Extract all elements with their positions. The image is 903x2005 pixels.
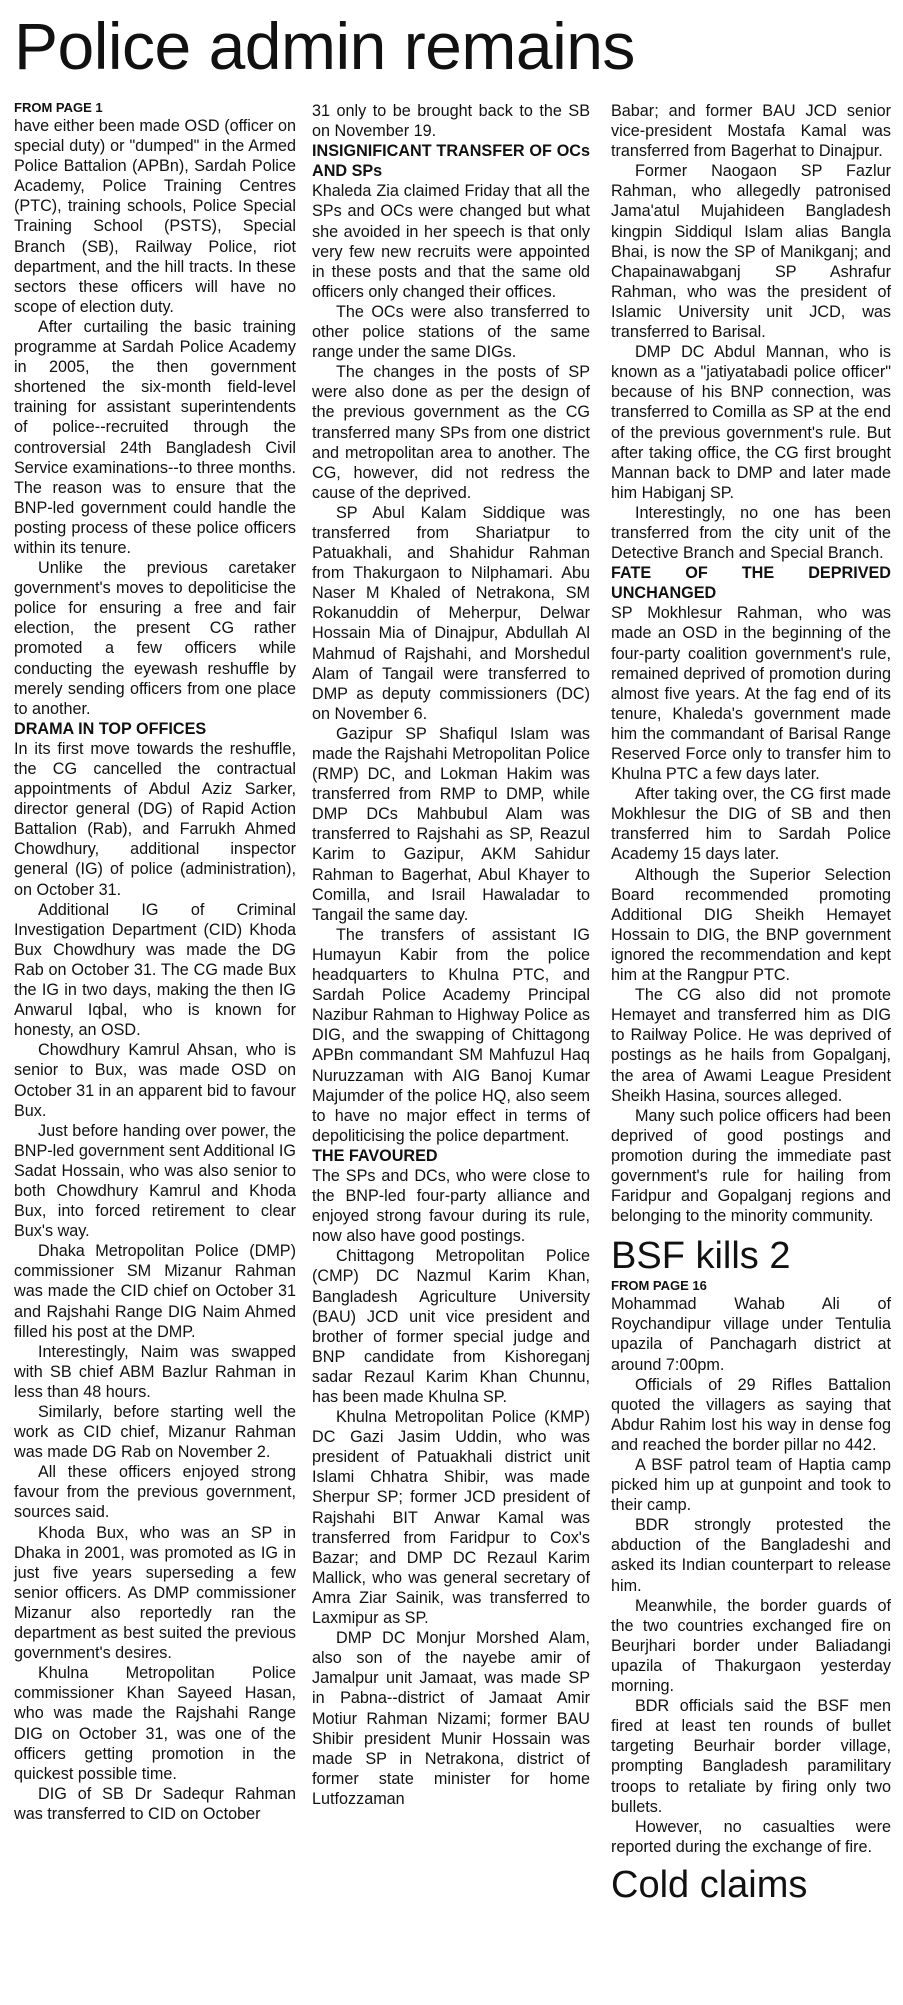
paragraph: Gazipur SP Shafiqul Islam was made the Rajshahi Metropolitan Police (RMP) DC, and Lokman Hakim was transferred from RMP to DMP, while DMP DCs Mahbubul Alam was transferred to Rajshahi as SP, Reazul Karim to Gazipur, AKM Sahidur Rahman to Bagerhat, Abul Khayer to Comilla, and Israil Hawaladar to Tangail the same day.	[312, 724, 590, 924]
paragraph: The CG also did not promote Hemayet and transferred him as DIG to Railway Police. He was deprived of postings as he hails from Gopalganj, the area of Awami League President Sheikh Hasina, sources alleged.	[611, 986, 891, 1105]
paragraph: DMP DC Abdul Mannan, who is known as a "jatiyatabadi police officer" because of his BNP connection, was transferred to Comilla as SP at the end of the previous government's rule. But after taking office, the CG first brought Mannan back to DMP and later made him Habiganj SP.	[611, 343, 891, 502]
paragraph: Just before handing over power, the BNP-led government sent Additional IG Sadat Hossain, who was also senior to both Chowdhury Kamrul and Khoda Bux, into forced retirement to clear Bux's way.	[14, 1121, 296, 1241]
paragraph: have either been made OSD (officer on special duty) or "dumped" in the Armed Police Battalion (APBn), Sardah Police Academy, Police Training Centres (PTC), training schools, Police Special Training School (PSTS), Special Branch (SB), Railway Police, riot department, and the hill tracts. In these sectors these officers will have no scope of election duty.	[14, 117, 296, 316]
paragraph: After curtailing the basic training programme at Sardah Police Academy in 2005, the then government shortened the six-month field-level training for assistant superintendents of police--recruited through the controversial 24th Bangladesh Civil Service examinations--to three months. The reason was to ensure that the BNP-led government could handle the posting process of these police officers within its tenure.	[14, 317, 296, 557]
paragraph: Many such police officers had been deprived of good postings and promotion during the immediate past government's rule for hailing from Faridpur and Gopalganj regions and belonging to the minority community.	[611, 1106, 891, 1226]
paragraph: 31 only to be brought back to the SB on November 19.	[312, 102, 590, 141]
paragraph: Chowdhury Kamrul Ahsan, who is senior to Bux, was made OSD on October 31 in an apparent bid to favour Bux.	[14, 1041, 296, 1120]
paragraph: Chittagong Metropolitan Police (CMP) DC Nazmul Karim Khan, Bangladesh Agriculture University (BAU) JCD unit vice president and brother of former special judge and BNP candidate from Kishoreganj sadar Rezaul Karim Khan Chunnu, has been made Khulna SP.	[312, 1247, 590, 1406]
paragraph: SP Mokhlesur Rahman, who was made an OSD in the beginning of the four-party coalition government's rule, remained deprived of promotion during almost five years. At the fag end of its tenure, Khaleda's government made him the commandant of Barisal Range Reserved Force only to transfer him to Khulna PTC a few days later.	[611, 604, 891, 784]
paragraph: Dhaka Metropolitan Police (DMP) commissioner SM Mizanur Rahman was made the CID chief on October 31 and Rajshahi Range DIG Naim Ahmed filled his post at the DMP.	[14, 1242, 296, 1341]
article-column-2	[312, 101, 590, 1809]
main-headline: Police admin remains	[14, 9, 635, 83]
jump-kicker: FROM PAGE 16	[611, 1278, 707, 1294]
subheading: INSIGNIFICANT TRANSFER OF OCs AND SPs	[312, 142, 590, 181]
paragraph: The OCs were also transferred to other police stations of the same range under the same DIGs.	[312, 302, 590, 362]
paragraph: Interestingly, no one has been transferred from the city unit of the Detective Branch and Special Branch.	[611, 503, 891, 563]
jump-kicker: FROM PAGE 1	[14, 100, 103, 115]
paragraph: Khaleda Zia claimed Friday that all the SPs and OCs were changed but what she avoided in her speech is that only very few new recruits were appointed in these posts and that the same old officers only changed their offices.	[312, 182, 590, 301]
paragraph: The SPs and DCs, who were close to the BNP-led four-party alliance and enjoyed strong favour during its rule, now also have good postings.	[312, 1166, 590, 1246]
subheading: DRAMA IN TOP OFFICES	[14, 719, 207, 738]
article-column-1	[14, 100, 296, 1824]
paragraph: In its first move towards the reshuffle, the CG cancelled the contractual appointments of Abdul Aziz Sarker, director general (DG) of Rapid Action Battalion (Rab), and Farrukh Ahmed Chowdhury, additional inspector general (IG) of police (administration), on October 31.	[14, 739, 296, 899]
subheading: FATE OF THE DEPRIVED UNCHANGED	[611, 564, 891, 603]
paragraph: Officials of 29 Rifles Battalion quoted the villagers as saying that Abdur Rahim lost his way in dense fog and reached the border pillar no 442.	[611, 1375, 891, 1454]
article-column-3	[611, 101, 891, 1907]
paragraph: Similarly, before starting well the work as CID chief, Mizanur Rahman was made DG Rab on November 2.	[14, 1403, 296, 1462]
paragraph: BDR strongly protested the abduction of the Bangladeshi and asked its Indian counterpart to release him.	[611, 1516, 891, 1595]
paragraph: Meanwhile, the border guards of the two countries exchanged fire on Beurjhari border under Baliadangi upazila of Thakurgaon yesterday morning.	[611, 1596, 891, 1696]
paragraph: A BSF patrol team of Haptia camp picked him up at gunpoint and took to their camp.	[611, 1456, 891, 1515]
paragraph: DIG of SB Dr Sadequr Rahman was transferred to CID on October	[14, 1784, 296, 1823]
subheading: THE FAVOURED	[312, 1146, 438, 1165]
paragraph: After taking over, the CG first made Mokhlesur the DIG of SB and then transferred him to Sardah Police Academy 15 days later.	[611, 785, 891, 864]
second-article-headline: BSF kills 2	[611, 1235, 791, 1278]
paragraph: Khulna Metropolitan Police (KMP) DC Gazi Jasim Uddin, who was president of Patuakhali district unit Islami Chhatra Shibir, was made Sherpur SP; former JCD president of Rajshahi BIT Anwar Kamal was transferred from Faridpur to Cox's Bazar; and DMP DC Rezaul Karim Mallick, who was general secretary of Amra Ziar Sainik, was transferred to Laxmipur as SP.	[312, 1408, 590, 1628]
paragraph: Additional IG of Criminal Investigation Department (CID) Khoda Bux Chowdhury was made the DG Rab on October 31. The CG made Bux the IG in two days, making the then IG Anwarul Iqbal, who is known for honesty, an OSD.	[14, 900, 296, 1040]
paragraph: BDR officials said the BSF men fired at least ten rounds of bullet targeting Beurhair border village, prompting Bangladesh paramilitary troops to retaliate by firing only two bullets.	[611, 1697, 891, 1816]
paragraph: All these officers enjoyed strong favour from the previous government, sources said.	[14, 1463, 296, 1522]
paragraph: Mohammad Wahab Ali of Roychandipur village under Tentulia upazila of Panchagarh district at around 7:00pm.	[611, 1295, 891, 1374]
paragraph: Although the Superior Selection Board recommended promoting Additional DIG Sheikh Hemayet Hossain to DIG, the BNP government ignored the recommendation and kept him at the Rangpur PTC.	[611, 865, 891, 985]
paragraph: Interestingly, Naim was swapped with SB chief ABM Bazlur Rahman in less than 48 hours.	[14, 1342, 296, 1401]
paragraph: The transfers of assistant IG Humayun Kabir from the police headquarters to Khulna PTC, and Sardah Police Academy Principal Nazibur Rahman to Highway Police as DIG, and the swapping of Chittagong APBn commandant SM Mahfuzul Haq Nuruzzaman with AIG Banoj Kumar Majumder of the police HQ, also seem to have no major effect in terms of depoliticising the police department.	[312, 925, 590, 1145]
paragraph: SP Abul Kalam Siddique was transferred from Shariatpur to Patuakhali, and Shahidur Rahman from Thakurgaon to Nilphamari. Abu Naser M Khaled of Netrakona, SM Rokanuddin of Meherpur, Delwar Hossain Mia of Dinajpur, Abdullah Al Mahmud of Rajshahi, and Morshedul Alam of Tangail were transferred to DMP as deputy commissioners (DC) on November 6.	[312, 503, 590, 723]
paragraph: Former Naogaon SP Fazlur Rahman, who allegedly patronised Jama'atul Mujahideen Bangladesh kingpin Siddiqul Islam alias Bangla Bhai, is now the SP of Manikganj; and Chapainawabganj SP Ashrafur Rahman, who was the president of Islamic University unit JCD, was transferred to Barisal.	[611, 162, 891, 342]
paragraph: Khulna Metropolitan Police commissioner Khan Sayeed Hasan, who was made the Rajshahi Range DIG on October 31, was one of the officers getting promotion in the quickest possible time.	[14, 1664, 296, 1783]
paragraph: Babar; and former BAU JCD senior vice-president Mostafa Kamal was transferred from Bagerhat to Dinajpur.	[611, 102, 891, 161]
paragraph: The changes in the posts of SP were also done as per the design of the previous government as the CG transferred many SPs from one district and metropolitan area to another. The CG, however, did not redress the cause of the deprived.	[312, 363, 590, 502]
paragraph: Khoda Bux, who was an SP in Dhaka in 2001, was promoted as IG in just five years superseding a few senior officers. As DMP commissioner Mizanur also reportedly ran the department as best suited the previous government's desires.	[14, 1523, 296, 1663]
paragraph: Unlike the previous caretaker government's moves to depoliticise the police for ensuring a free and fair election, the present CG rather promoted a few officers while conducting the eyewash reshuffle by merely sending officers from one place to another.	[14, 559, 296, 718]
paragraph: However, no casualties were reported during the exchange of fire.	[611, 1817, 891, 1856]
paragraph: DMP DC Monjur Morshed Alam, also son of the nayebe amir of Jamalpur unit Jamaat, was made SP in Pabna--district of Jamaat Amir Motiur Rahman Nizami; former BAU Shibir president Munir Hossain was made SP in Netrakona, district of former state minister for home Lutfozzaman	[312, 1629, 590, 1808]
third-article-headline: Cold claims	[611, 1863, 808, 1906]
